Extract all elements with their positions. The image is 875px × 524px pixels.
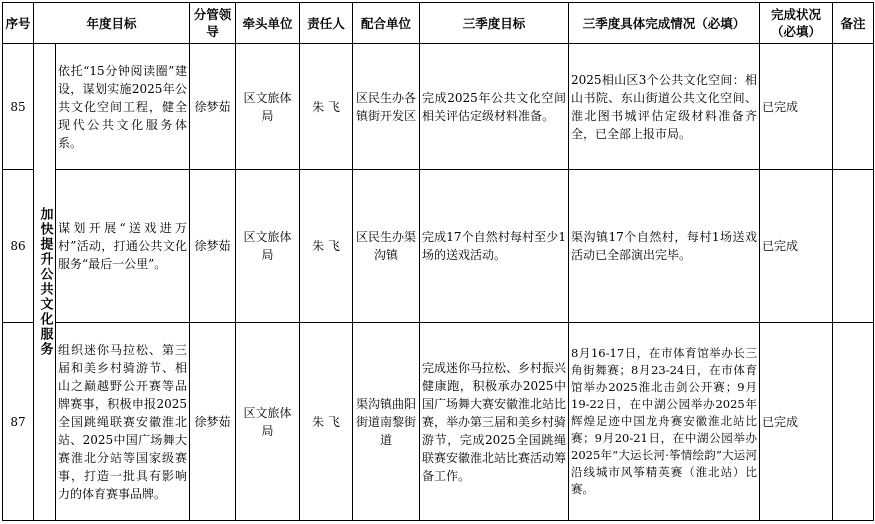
header-status: 完成状况（必填） xyxy=(760,3,833,44)
row-remark xyxy=(833,323,874,521)
row-lead-unit: 区文旅体局 xyxy=(236,323,300,521)
header-responsible: 责任人 xyxy=(300,3,353,44)
category-cell xyxy=(34,44,56,521)
row-annual-goal: 依托“15分钟阅读圈”建设，谋划实施2025年公共文化空间工程，健全现代公共文化服务体系。 xyxy=(56,44,190,170)
row-responsible: 朱 飞 xyxy=(300,44,353,170)
row-leader: 徐梦茹 xyxy=(190,323,236,521)
row-q3-goal: 完成17个自然村每村至少1场的送戏活动。 xyxy=(420,170,569,323)
row-status: 已完成 xyxy=(760,323,833,521)
row-leader: 徐梦茹 xyxy=(190,44,236,170)
table-row xyxy=(3,170,874,323)
row-q3-detail: 渠沟镇17个自然村，每村1场送戏活动已全部演出完毕。 xyxy=(569,170,760,323)
row-annual-goal: 组织迷你马拉松、第三届和美乡村骑游节、相山之巅越野公开赛等品牌赛事，积极申报2025全国跳绳联赛安徽淮北站、2025中国广场舞大赛淮北分站等国家级赛事，打造一批具有影响力的体育赛事品牌。 xyxy=(56,323,190,521)
row-remark xyxy=(833,170,874,323)
work-plan-table xyxy=(2,2,874,521)
category-label: 加快提升公共文化服务 xyxy=(37,207,53,357)
row-leader: 徐梦茹 xyxy=(190,170,236,323)
header-q3-detail: 三季度具体完成情况（必填） xyxy=(569,3,760,44)
row-coop-unit: 区民生办各镇街开发区 xyxy=(353,44,420,170)
row-q3-goal: 完成2025年公共文化空间相关评估定级材料准备。 xyxy=(420,44,569,170)
row-q3-goal: 完成迷你马拉松、乡村振兴健康跑，积极承办2025中国广场舞大赛安徽淮北站比赛，举办第三届和美乡村骑游节，完成2025全国跳绳联赛安徽淮北站比赛活动筹备工作。 xyxy=(420,323,569,521)
header-leader: 分管领导 xyxy=(190,3,236,44)
header-q3-goal: 三季度目标 xyxy=(420,3,569,44)
row-seq: 87 xyxy=(3,323,34,521)
header-row xyxy=(3,3,874,44)
row-seq: 85 xyxy=(3,44,34,170)
table-row xyxy=(3,44,874,170)
header-coop-unit: 配合单位 xyxy=(353,3,420,44)
row-coop-unit: 渠沟镇曲阳街道南黎街道 xyxy=(353,323,420,521)
header-lead-unit: 牵头单位 xyxy=(236,3,300,44)
row-lead-unit: 区文旅体局 xyxy=(236,44,300,170)
header-remark: 备注 xyxy=(833,3,874,44)
table-row xyxy=(3,323,874,521)
row-status: 已完成 xyxy=(760,170,833,323)
row-lead-unit: 区文旅体局 xyxy=(236,170,300,323)
row-coop-unit: 区民生办渠沟镇 xyxy=(353,170,420,323)
row-q3-detail: 2025相山区3个公共文化空间：相山书院、东山街道公共文化空间、淮北图书城评估定级材料准备齐全，已全部上报市局。 xyxy=(569,44,760,170)
row-remark xyxy=(833,44,874,170)
row-seq: 86 xyxy=(3,170,34,323)
header-annual-goal: 年度目标 xyxy=(34,3,190,44)
row-responsible: 朱 飞 xyxy=(300,323,353,521)
row-annual-goal: 谋划开展“送戏进万村”活动，打通公共文化服务“最后一公里”。 xyxy=(56,170,190,323)
row-responsible: 朱 飞 xyxy=(300,170,353,323)
header-seq: 序号 xyxy=(3,3,34,44)
row-status: 已完成 xyxy=(760,44,833,170)
row-q3-detail: 8月16-17日，在市体育馆举办长三角街舞赛；8月23-24日，在市体育馆举办2025淮北击剑公开赛；9月19-22日，在中湖公园举办2025年辉煌足迹中国龙舟赛安徽淮北站比赛；9月20-21日，在中湖公园举办2025年“大运长河·筝情绘韵”大运河沿线城市风筝精英赛（淮北站）比赛。 xyxy=(569,323,760,521)
